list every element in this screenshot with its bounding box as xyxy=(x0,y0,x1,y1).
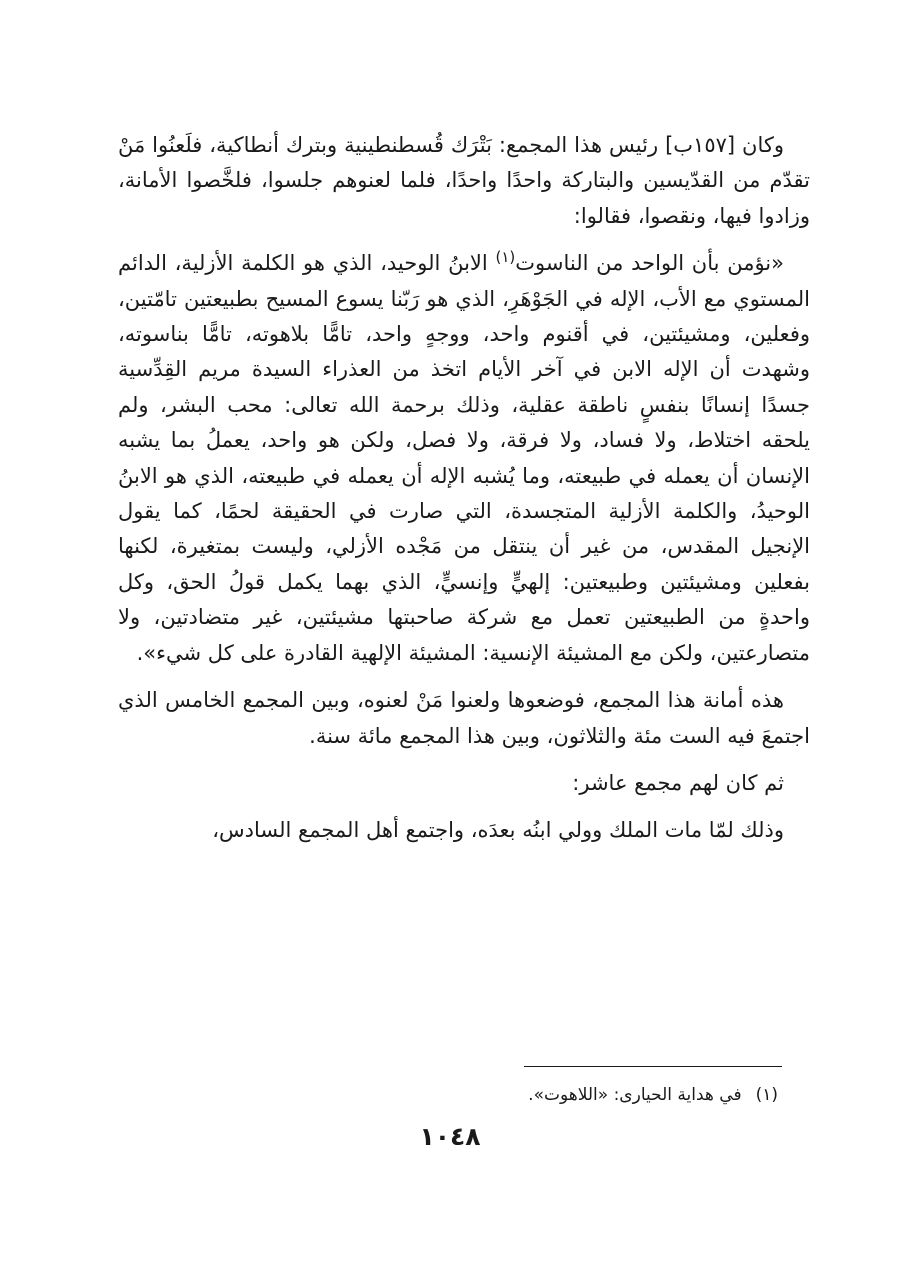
footnote xyxy=(218,1082,778,1108)
paragraph-king-death: وذلك لمّا مات الملك وولي ابنُه بعدَه، واجتمع أهل المجمع السادس، xyxy=(212,818,784,843)
footnote-marker[interactable]: (١) xyxy=(495,248,516,267)
footnote-divider xyxy=(524,1066,782,1067)
footnote-number: (١) xyxy=(755,1085,778,1105)
main-text xyxy=(118,128,810,849)
creed-body: الابنُ الوحيد، الذي هو الكلمة الأزلية، الدائم المستوي مع الأب، الإله في الجَوْهَرِ، الذي هو رَبّنا يسوع المسيح بطبيعتين تامّتين، وفعلين، ومشيئتين، في أقنوم واحد، ووجهٍ واحد، تامًّا بلاهوته، تامًّا بناسوته، وشهدت أن الإله الابن في آخر الأيام اتخذ من العذراء السيدة مريم القِدِّسية جسدًا إنسانًا بنفسٍ ناطقة عقلية، وذلك برحمة الله تعالى: محب البشر، ولم يلحقه اختلاط، ولا فساد، ولا فرقة، ولا فصل، ولكن هو واحد، يعملُ بما يشبه الإنسان أن يعمله في طبيعته، وما يُشبه الإله أن يعمله في طبيعته، الذي هو الابنُ الوحيدُ، والكلمة الأزلية المتجسدة، التي صارت في الحقيقة لحمًا، كما يقول الإنجيل المقدس، من غير أن ينتقل من مَجْده الأزلي، وليست بمتغيرة، لكنها بفعلين ومشيئتين وطبيعتين: إلهيٍّ وإنسيٍّ، الذي بهما يكمل قولُ الحق، وكل واحدةٍ من الطبيعتين تعمل مع شركة صاحبتها مشيئتين، غير متضادتين، ولا متصارعتين، ولكن مع المشيئة الإنسية: المشيئة الإلهية القادرة على كل شيء». xyxy=(118,251,810,665)
footnote-text: في هداية الحيارى: «اللاهوت». xyxy=(528,1085,742,1105)
creed-opening: «نؤمن بأن الواحد من الناسوت xyxy=(515,251,784,276)
paragraph-council-head: وكان [١٥٧ب] رئيس هذا المجمع: بَتْرَك قُسطنطينية وبترك أنطاكية، فلَعنُوا مَنْ تقدّم من القدّيسين والبتاركة واحدًا واحدًا، فلما لعنوهم جلسوا، فلخَّصوا الأمانة، وزادوا فيها، ونقصوا، فقالوا: xyxy=(118,133,810,228)
paragraph-tenth-council: ثم كان لهم مجمع عاشر: xyxy=(572,770,784,795)
paragraph-creed xyxy=(118,246,810,671)
paragraph-council-summary: هذه أمانة هذا المجمع، فوضعوها ولعنوا مَنْ لعنوه، وبين المجمع الخامس الذي اجتمعَ فيه الست مئة والثلاثون، وبين هذا المجمع مائة سنة. xyxy=(118,688,810,748)
page-number: ١٠٤٨ xyxy=(419,1122,481,1151)
